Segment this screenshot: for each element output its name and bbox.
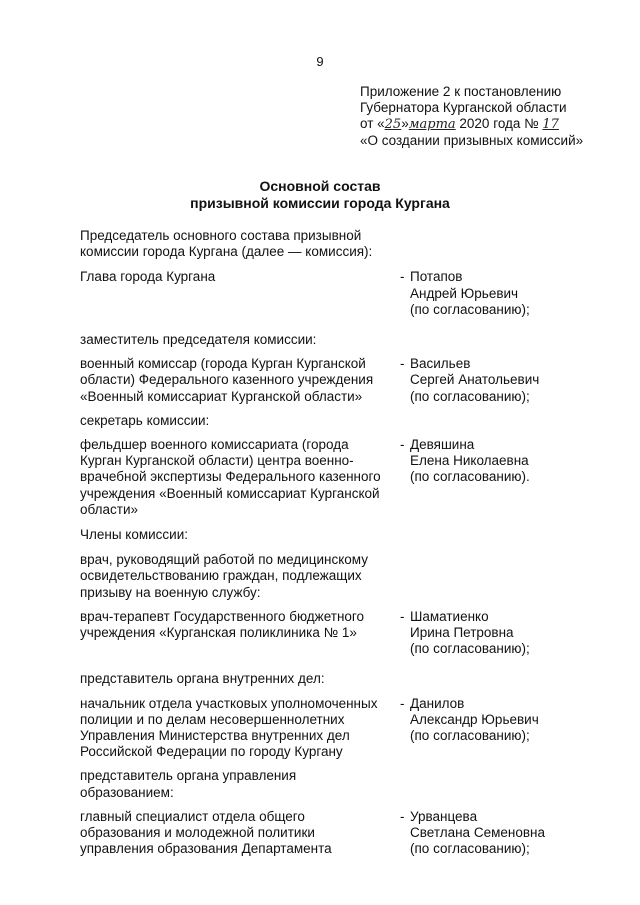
member-name-line: Андрей Юрьевич — [410, 285, 519, 301]
date-quote: » — [401, 116, 409, 131]
member-name-line: (по согласованию); — [410, 641, 530, 657]
position-line: Председатель основного состава призывной — [80, 228, 362, 243]
position-line: врач-терапевт Государственного бюджетного — [80, 608, 365, 624]
member-name — [400, 356, 560, 405]
position-line: военный комиссар (города Курган Курганской — [80, 356, 366, 372]
position-text — [80, 269, 398, 318]
member-name-line: (по согласованию); — [410, 301, 530, 317]
member-name-line: (по согласованию); — [410, 388, 530, 404]
page-number: 9 — [316, 54, 324, 69]
position-line: Управления Министерства внутренних дел — [80, 728, 350, 744]
date-prefix: от « — [360, 116, 385, 131]
member-name-line: Александр Юрьевич — [410, 711, 539, 727]
dash-separator: - — [400, 356, 405, 372]
member-row — [80, 696, 560, 761]
commission-list — [80, 228, 560, 858]
position-line: образования и молодежной политики — [80, 825, 315, 841]
position-line: образованием: — [80, 784, 174, 800]
handwritten-month: марта — [408, 117, 456, 132]
position-text — [80, 609, 398, 658]
dash-separator: - — [400, 437, 405, 453]
position-line: комиссии города Кургана (далее — комиссия): — [80, 244, 373, 260]
member-row — [80, 768, 560, 800]
member-row — [80, 228, 560, 260]
position-text — [80, 413, 398, 429]
member-row — [80, 437, 560, 518]
member-row — [80, 332, 560, 348]
member-name-line: (по согласованию). — [410, 469, 530, 485]
appendix-header — [360, 84, 640, 149]
member-name-line: Потапов — [410, 269, 463, 285]
title-line-1: Основной состав — [259, 178, 381, 194]
position-line: области» — [80, 501, 139, 517]
position-line: учреждения «Военный комиссариат Курганской — [80, 485, 380, 501]
position-line: секретарь комиссии: — [80, 412, 210, 428]
appendix-line-4: «О создании призывных комиссий» — [360, 133, 584, 148]
position-text — [80, 332, 398, 348]
position-text — [80, 228, 398, 260]
member-name-line: Девяшина — [410, 437, 475, 453]
member-name-line: Васильев — [410, 356, 471, 372]
member-name-line: Ирина Петровна — [410, 625, 514, 641]
position-text — [80, 437, 398, 518]
member-row — [80, 609, 560, 658]
member-name-line: (по согласованию); — [410, 728, 530, 744]
position-line: учреждения «Курганская поликлиника № 1» — [80, 625, 357, 641]
position-text — [80, 527, 398, 543]
dash-separator: - — [400, 695, 405, 711]
position-line: полиции и по делам несовершеннолетних — [80, 711, 345, 727]
position-line: области) Федерального казенного учреждения — [80, 372, 374, 388]
appendix-line-1: Приложение 2 к постановлению — [360, 84, 562, 99]
member-row — [80, 552, 560, 601]
member-name-line: Светлана Семеновна — [410, 825, 545, 841]
member-row — [80, 413, 560, 429]
position-text — [80, 356, 398, 405]
position-line: освидетельствованию граждан, подлежащих — [80, 568, 362, 584]
member-row — [80, 809, 560, 858]
member-name-line: Елена Николаевна — [410, 453, 529, 469]
member-name-line: Данилов — [410, 695, 465, 711]
member-name-line: Урванцева — [410, 808, 478, 824]
position-line: призыву на военную службу: — [80, 584, 261, 600]
position-line: фельдшер военного комиссариата (города — [80, 437, 349, 453]
member-name — [400, 269, 560, 318]
position-line: Глава города Кургана — [80, 269, 216, 285]
date-year: 2020 года № — [455, 116, 543, 131]
dash-separator: - — [400, 808, 405, 824]
position-text — [80, 768, 398, 800]
dash-separator: - — [400, 269, 405, 285]
appendix-line-3 — [360, 116, 640, 133]
member-row — [80, 356, 560, 405]
position-line: заместитель председателя комиссии: — [80, 332, 317, 348]
position-line: управления образования Департамента — [80, 841, 332, 857]
handwritten-number: 17 — [542, 117, 559, 132]
position-line: представитель органа управления — [80, 768, 297, 784]
member-row — [80, 671, 560, 687]
title-line-2: призывной комиссии города Кургана — [190, 195, 450, 211]
position-text — [80, 696, 398, 761]
document-title — [80, 178, 560, 212]
position-line: начальник отдела участковых уполномоченных — [80, 695, 378, 711]
member-name — [400, 437, 560, 518]
member-name-line: Шаматиенко — [410, 608, 489, 624]
position-line: главный специалист отдела общего — [80, 808, 305, 824]
member-name-line: Сергей Анатольевич — [410, 372, 540, 388]
position-line: Курган Курганской области) центра военно- — [80, 453, 354, 469]
position-line: Члены комиссии: — [80, 527, 189, 543]
position-text — [80, 671, 398, 687]
position-line: врачебной экспертизы Федерального казенного — [80, 469, 381, 485]
member-name — [400, 809, 560, 858]
member-name — [400, 696, 560, 761]
dash-separator: - — [400, 608, 405, 624]
appendix-line-2: Губернатора Курганской области — [360, 100, 567, 115]
position-text — [80, 809, 398, 858]
member-name-line: (по согласованию); — [410, 841, 530, 857]
position-line: «Военный комиссариат Курганской области» — [80, 388, 363, 404]
position-line: представитель органа внутренних дел: — [80, 671, 325, 687]
position-text — [80, 552, 398, 601]
member-row — [80, 527, 560, 543]
member-name — [400, 609, 560, 658]
position-line: Российской Федерации по городу Кургану — [80, 744, 343, 760]
position-line: врач, руководящий работой по медицинскому — [80, 552, 368, 568]
handwritten-day: 25 — [384, 117, 402, 132]
member-row — [80, 269, 560, 318]
